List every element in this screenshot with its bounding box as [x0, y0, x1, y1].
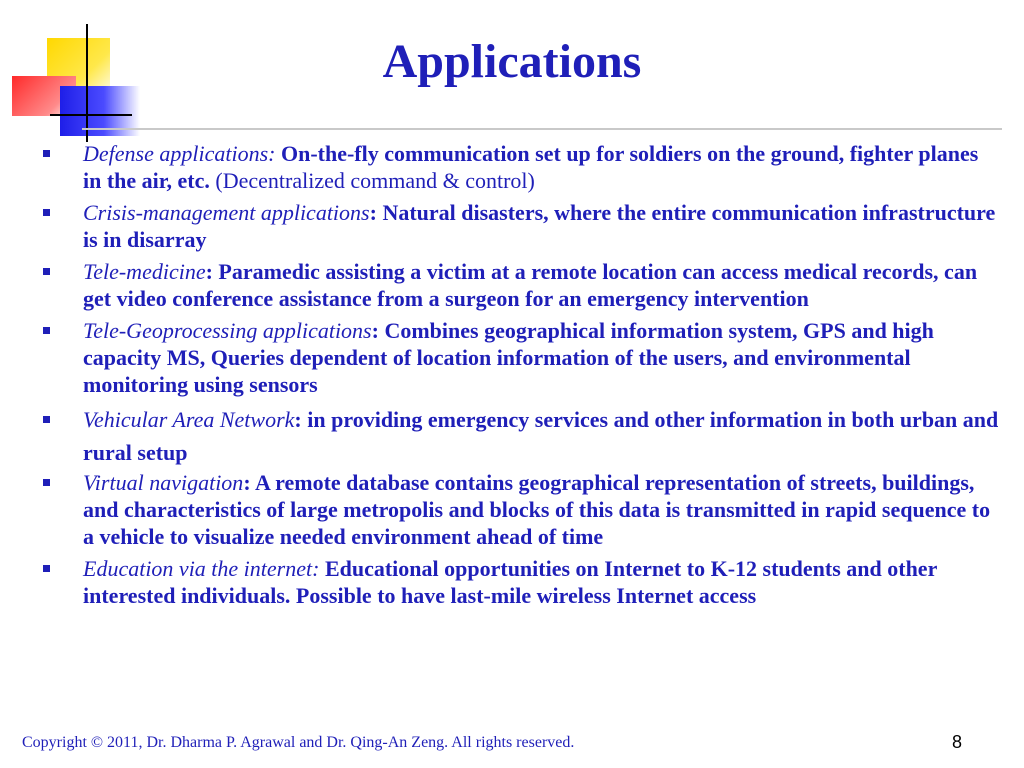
- bullet-separator: :: [371, 318, 385, 343]
- bullet-tele-medicine: [40, 258, 1000, 312]
- bullet-square-icon: [43, 268, 50, 275]
- bullet-term: Tele-medicine: [83, 259, 206, 284]
- logo-horizontal-line: [50, 114, 132, 116]
- bullet-tele-geoprocessing: [40, 317, 1000, 398]
- bullet-term: Defense applications:: [83, 141, 276, 166]
- bullet-term: Vehicular Area Network: [83, 407, 295, 432]
- title-divider: [82, 128, 1002, 130]
- bullet-description: in providing emergency services and other information in both urban and rural setup: [83, 407, 999, 465]
- bullet-vehicular-area-network: [40, 403, 1000, 469]
- bullet-description: A remote database contains geographical representation of streets, buildings, and characteristics of large metropolis and blocks of this data is transmitted in rapid sequence to a vehicle to visualize needed environment ahead of time: [83, 470, 991, 549]
- bullet-crisis-management: [40, 199, 1000, 253]
- bullet-square-icon: [43, 479, 50, 486]
- bullet-description: On-the-fly communication set up for soldiers on the ground, fighter planes in the air, etc.: [83, 141, 979, 193]
- bullet-term: Virtual navigation: [83, 470, 244, 495]
- bullet-separator: :: [243, 470, 255, 495]
- bullet-description: Paramedic assisting a victim at a remote location can access medical records, can get video conference assistance from a surgeon for an emergency intervention: [83, 259, 978, 311]
- bullet-education-internet: [40, 555, 1000, 609]
- bullet-square-icon: [43, 416, 50, 423]
- bullet-square-icon: [43, 209, 50, 216]
- bullet-description: Combines geographical information system, GPS and high capacity MS, Queries dependent of location information of the users, and environmental monitoring using sensors: [83, 318, 934, 397]
- bullet-square-icon: [43, 565, 50, 572]
- bullet-separator: :: [205, 259, 219, 284]
- bullet-term: Education via the internet:: [83, 556, 320, 581]
- page-number: 8: [952, 732, 963, 752]
- bullet-separator: :: [294, 407, 308, 432]
- slide-title: Applications: [382, 35, 642, 88]
- bullet-term: Tele-Geoprocessing applications: [83, 318, 372, 343]
- bullet-defense: [40, 140, 1000, 194]
- bullet-separator: :: [369, 200, 383, 225]
- bullet-term: Crisis-management applications: [83, 200, 370, 225]
- bullet-square-icon: [43, 327, 50, 334]
- bullet-description: Natural disasters, where the entire communication infrastructure is in disarray: [83, 200, 996, 252]
- application-list: [40, 140, 1000, 614]
- bullet-virtual-navigation: [40, 469, 1000, 550]
- copyright-footer: Copyright © 2011, Dr. Dharma P. Agrawal and Dr. Qing-An Zeng. All rights reserved.: [22, 734, 575, 751]
- bullet-description: Educational opportunities on Internet to K-12 students and other interested individuals. Possible to have last-mile wireless Internet access: [83, 556, 937, 608]
- bullet-square-icon: [43, 150, 50, 157]
- bullet-note: (Decentralized command & control): [209, 168, 535, 193]
